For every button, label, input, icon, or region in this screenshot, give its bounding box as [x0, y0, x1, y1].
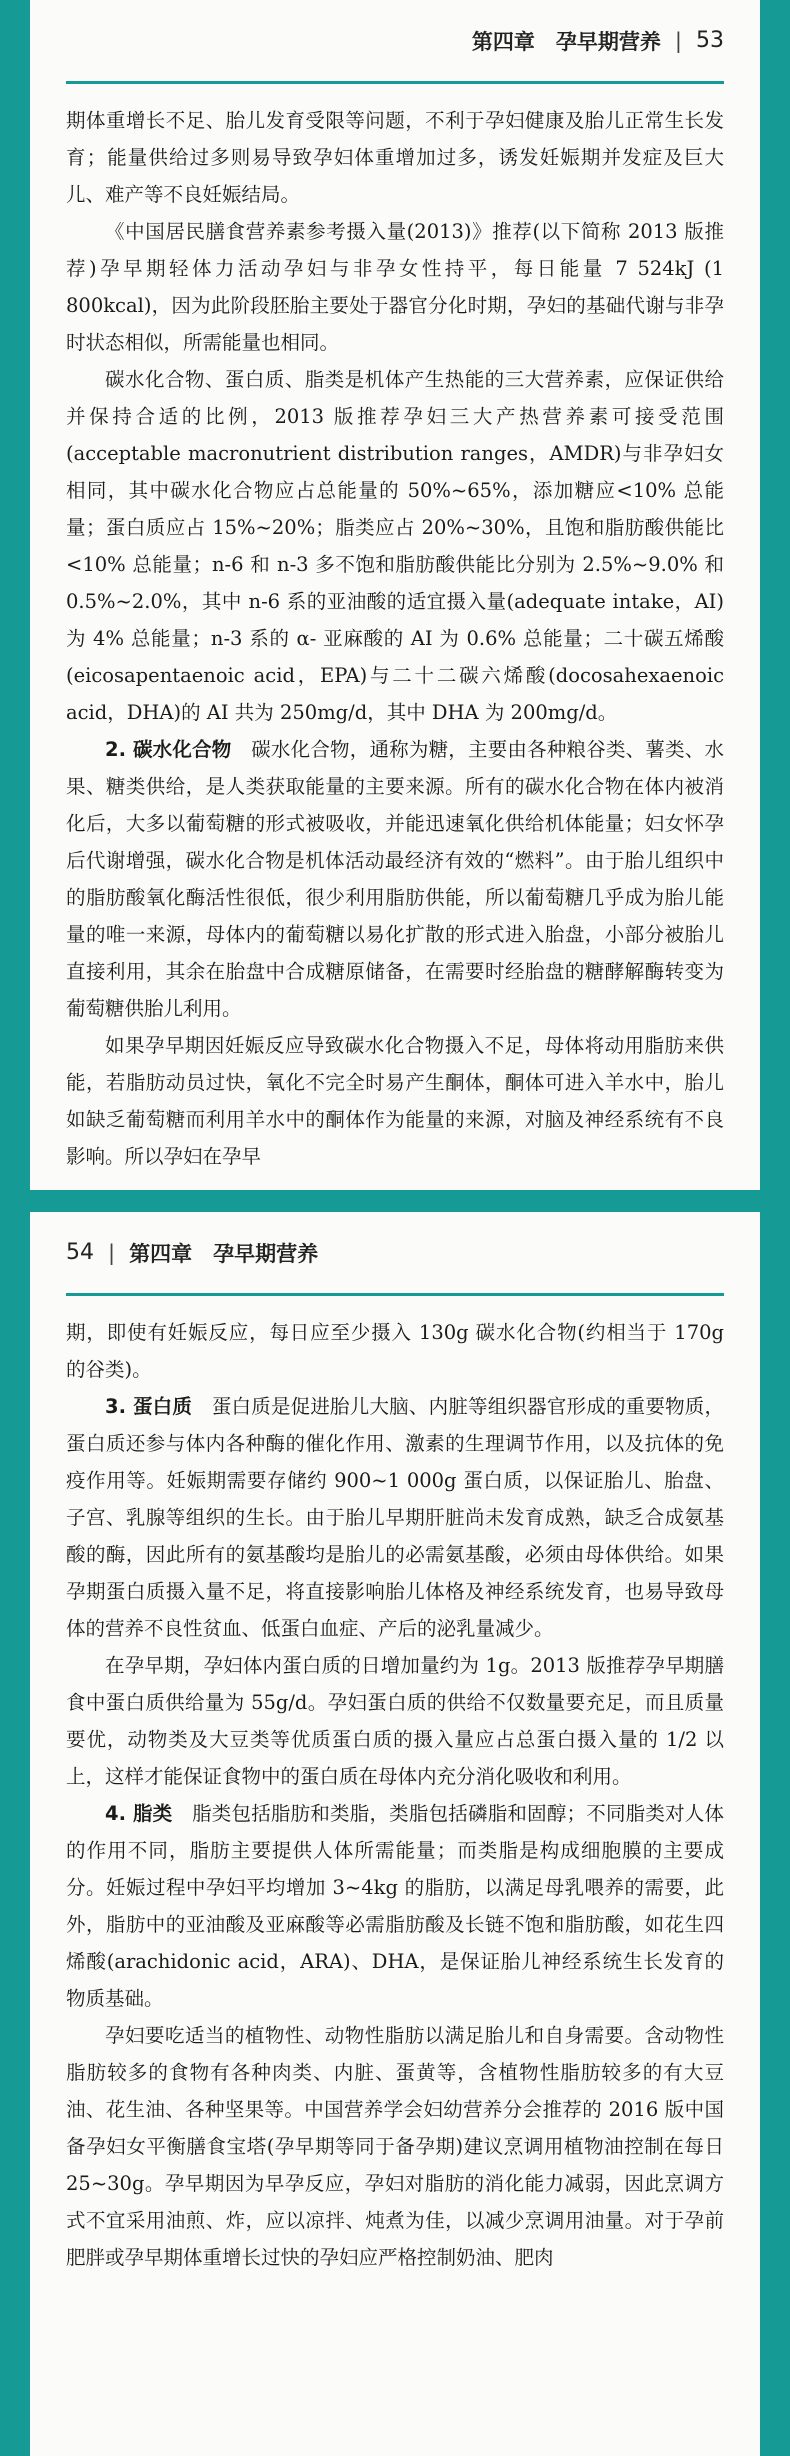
paragraph-text: 《中国居民膳食营养素参考摄入量(2013)》推荐(以下简称 2013 版推荐)孕早期轻体力活动孕妇与非孕女性持平，每日能量 7 524kJ (1 800kcal)，因为此阶段胚胎主要处于器官分化时期，孕妇的基础代谢与非孕时状态相似，所需能量也相同。	[66, 220, 724, 354]
page-header	[66, 1212, 724, 1296]
paragraph	[66, 1027, 724, 1175]
paragraph	[66, 361, 724, 731]
paragraph-text: 蛋白质是促进胎儿大脑、内脏等组织器官形成的重要物质，蛋白质还参与体内各种酶的催化作用、激素的生理调节作用，以及抗体的免疫作用等。妊娠期需要存储约 900~1 000g 蛋白质，以保证胎儿、胎盘、子宫、乳腺等组织的生长。由于胎儿早期肝脏尚未发育成熟，缺乏合成氨基酸的酶，因此所有的氨基酸均是胎儿的必需氨基酸，必须由母体供给。如果孕期蛋白质摄入量不足，将直接影响胎儿体格及神经系统发育，也易导致母体的营养不良性贫血、低蛋白血症、产后的泌乳量减少。	[66, 1395, 724, 1640]
section-heading-lipids: 4. 脂类	[105, 1802, 173, 1825]
page-header	[66, 0, 724, 84]
page-number: 53	[696, 28, 724, 53]
paragraph-text: 碳水化合物，通称为糖，主要由各种粮谷类、薯类、水果、糖类供给，是人类获取能量的主要来源。所有的碳水化合物在体内被消化后，大多以葡萄糖的形式被吸收，并能迅速氧化供给机体能量；妇女怀孕后代谢增强，碳水化合物是机体活动最经济有效的“燃料”。由于胎儿组织中的脂肪酸氧化酶活性很低，很少利用脂肪供能，所以葡萄糖几乎成为胎儿能量的唯一来源，母体内的葡萄糖以易化扩散的形式进入胎盘，小部分被胎儿直接利用，其余在胎盘中合成糖原储备，在需要时经胎盘的糖酵解酶转变为葡萄糖供胎儿利用。	[66, 738, 724, 1020]
paragraph-text: 在孕早期，孕妇体内蛋白质的日增加量约为 1g。2013 版推荐孕早期膳食中蛋白质供给量为 55g/d。孕妇蛋白质的供给不仅数量要充足，而且质量要优，动物类及大豆类等优质蛋白质的摄入量应占总蛋白摄入量的 1/2 以上，这样才能保证食物中的蛋白质在母体内充分消化吸收和利用。	[66, 1654, 724, 1788]
paragraph	[66, 1795, 724, 2017]
paragraph-text: 碳水化合物、蛋白质、脂类是机体产生热能的三大营养素，应保证供给并保持合适的比例，2013 版推荐孕妇三大产热营养素可接受范围(acceptable macronutrient distribution ranges，AMDR)与非孕妇女相同，其中碳水化合物应占总能量的 50%~65%，添加糖应<10% 总能量；蛋白质应占 15%~20%；脂类应占 20%~30%，且饱和脂肪酸供能比<10% 总能量；n-6 和 n-3 多不饱和脂肪酸供能比分别为 2.5%~9.0% 和 0.5%~2.0%，其中 n-6 系的亚油酸的适宜摄入量(adequate intake，AI)为 4% 总能量；n-3 系的 α- 亚麻酸的 AI 为 0.6% 总能量；二十碳五烯酸(eicosapentaenoic acid，EPA)与二十二碳六烯酸(docosahexaenoic acid，DHA)的 AI 共为 250mg/d，其中 DHA 为 200mg/d。	[66, 368, 724, 724]
paragraph	[66, 1647, 724, 1795]
paragraph-text: 期，即使有妊娠反应，每日应至少摄入 130g 碳水化合物(约相当于 170g 的谷类)。	[66, 1321, 724, 1381]
paragraph-text: 如果孕早期因妊娠反应导致碳水化合物摄入不足，母体将动用脂肪来供能，若脂肪动员过快，氧化不完全时易产生酮体，酮体可进入羊水中，胎儿如缺乏葡萄糖而利用羊水中的酮体作为能量的来源，对脑及神经系统有不良影响。所以孕妇在孕早	[66, 1034, 724, 1168]
paragraph-text: 期体重增长不足、胎儿发育受限等问题，不利于孕妇健康及胎儿正常生长发育；能量供给过多则易导致孕妇体重增加过多，诱发妊娠期并发症及巨大儿、难产等不良妊娠结局。	[66, 109, 724, 206]
page-number: 54	[66, 1240, 94, 1265]
paragraph	[66, 731, 724, 1027]
page-body	[66, 84, 724, 1175]
book-page-53	[30, 0, 760, 1190]
section-heading-protein: 3. 蛋白质	[105, 1395, 193, 1418]
paragraph	[66, 1388, 724, 1647]
page-body	[66, 1296, 724, 2276]
header-separator: |	[108, 1240, 116, 1265]
paragraph-text: 脂类包括脂肪和类脂，类脂包括磷脂和固醇；不同脂类对人体的作用不同，脂肪主要提供人体所需能量；而类脂是构成细胞膜的主要成分。妊娠过程中孕妇平均增加 3~4kg 的脂肪，以满足母乳喂养的需要，此外，脂肪中的亚油酸及亚麻酸等必需脂肪酸及长链不饱和脂肪酸，如花生四烯酸(arachidonic acid，ARA)、DHA，是保证胎儿神经系统生长发育的物质基础。	[66, 1802, 724, 2010]
chapter-title: 第四章 孕早期营养	[471, 29, 661, 54]
paragraph	[66, 213, 724, 361]
section-heading-carbohydrates: 2. 碳水化合物	[105, 738, 232, 761]
paragraph	[66, 102, 724, 213]
paragraph-text: 孕妇要吃适当的植物性、动物性脂肪以满足胎儿和自身需要。含动物性脂肪较多的食物有各种肉类、内脏、蛋黄等，含植物性脂肪较多的有大豆油、花生油、各种坚果等。中国营养学会妇幼营养分会推荐的 2016 版中国备孕妇女平衡膳食宝塔(孕早期等同于备孕期)建议烹调用植物油控制在每日 25~30g。孕早期因为早孕反应，孕妇对脂肪的消化能力减弱，因此烹调方式不宜采用油煎、炸，应以凉拌、炖煮为佳，以减少烹调用油量。对于孕前肥胖或孕早期体重增长过快的孕妇应严格控制奶油、肥肉	[66, 2024, 724, 2269]
paragraph	[66, 2017, 724, 2276]
chapter-title: 第四章 孕早期营养	[129, 1241, 319, 1266]
paragraph	[66, 1314, 724, 1388]
header-separator: |	[674, 28, 682, 53]
book-page-54	[30, 1212, 760, 2456]
